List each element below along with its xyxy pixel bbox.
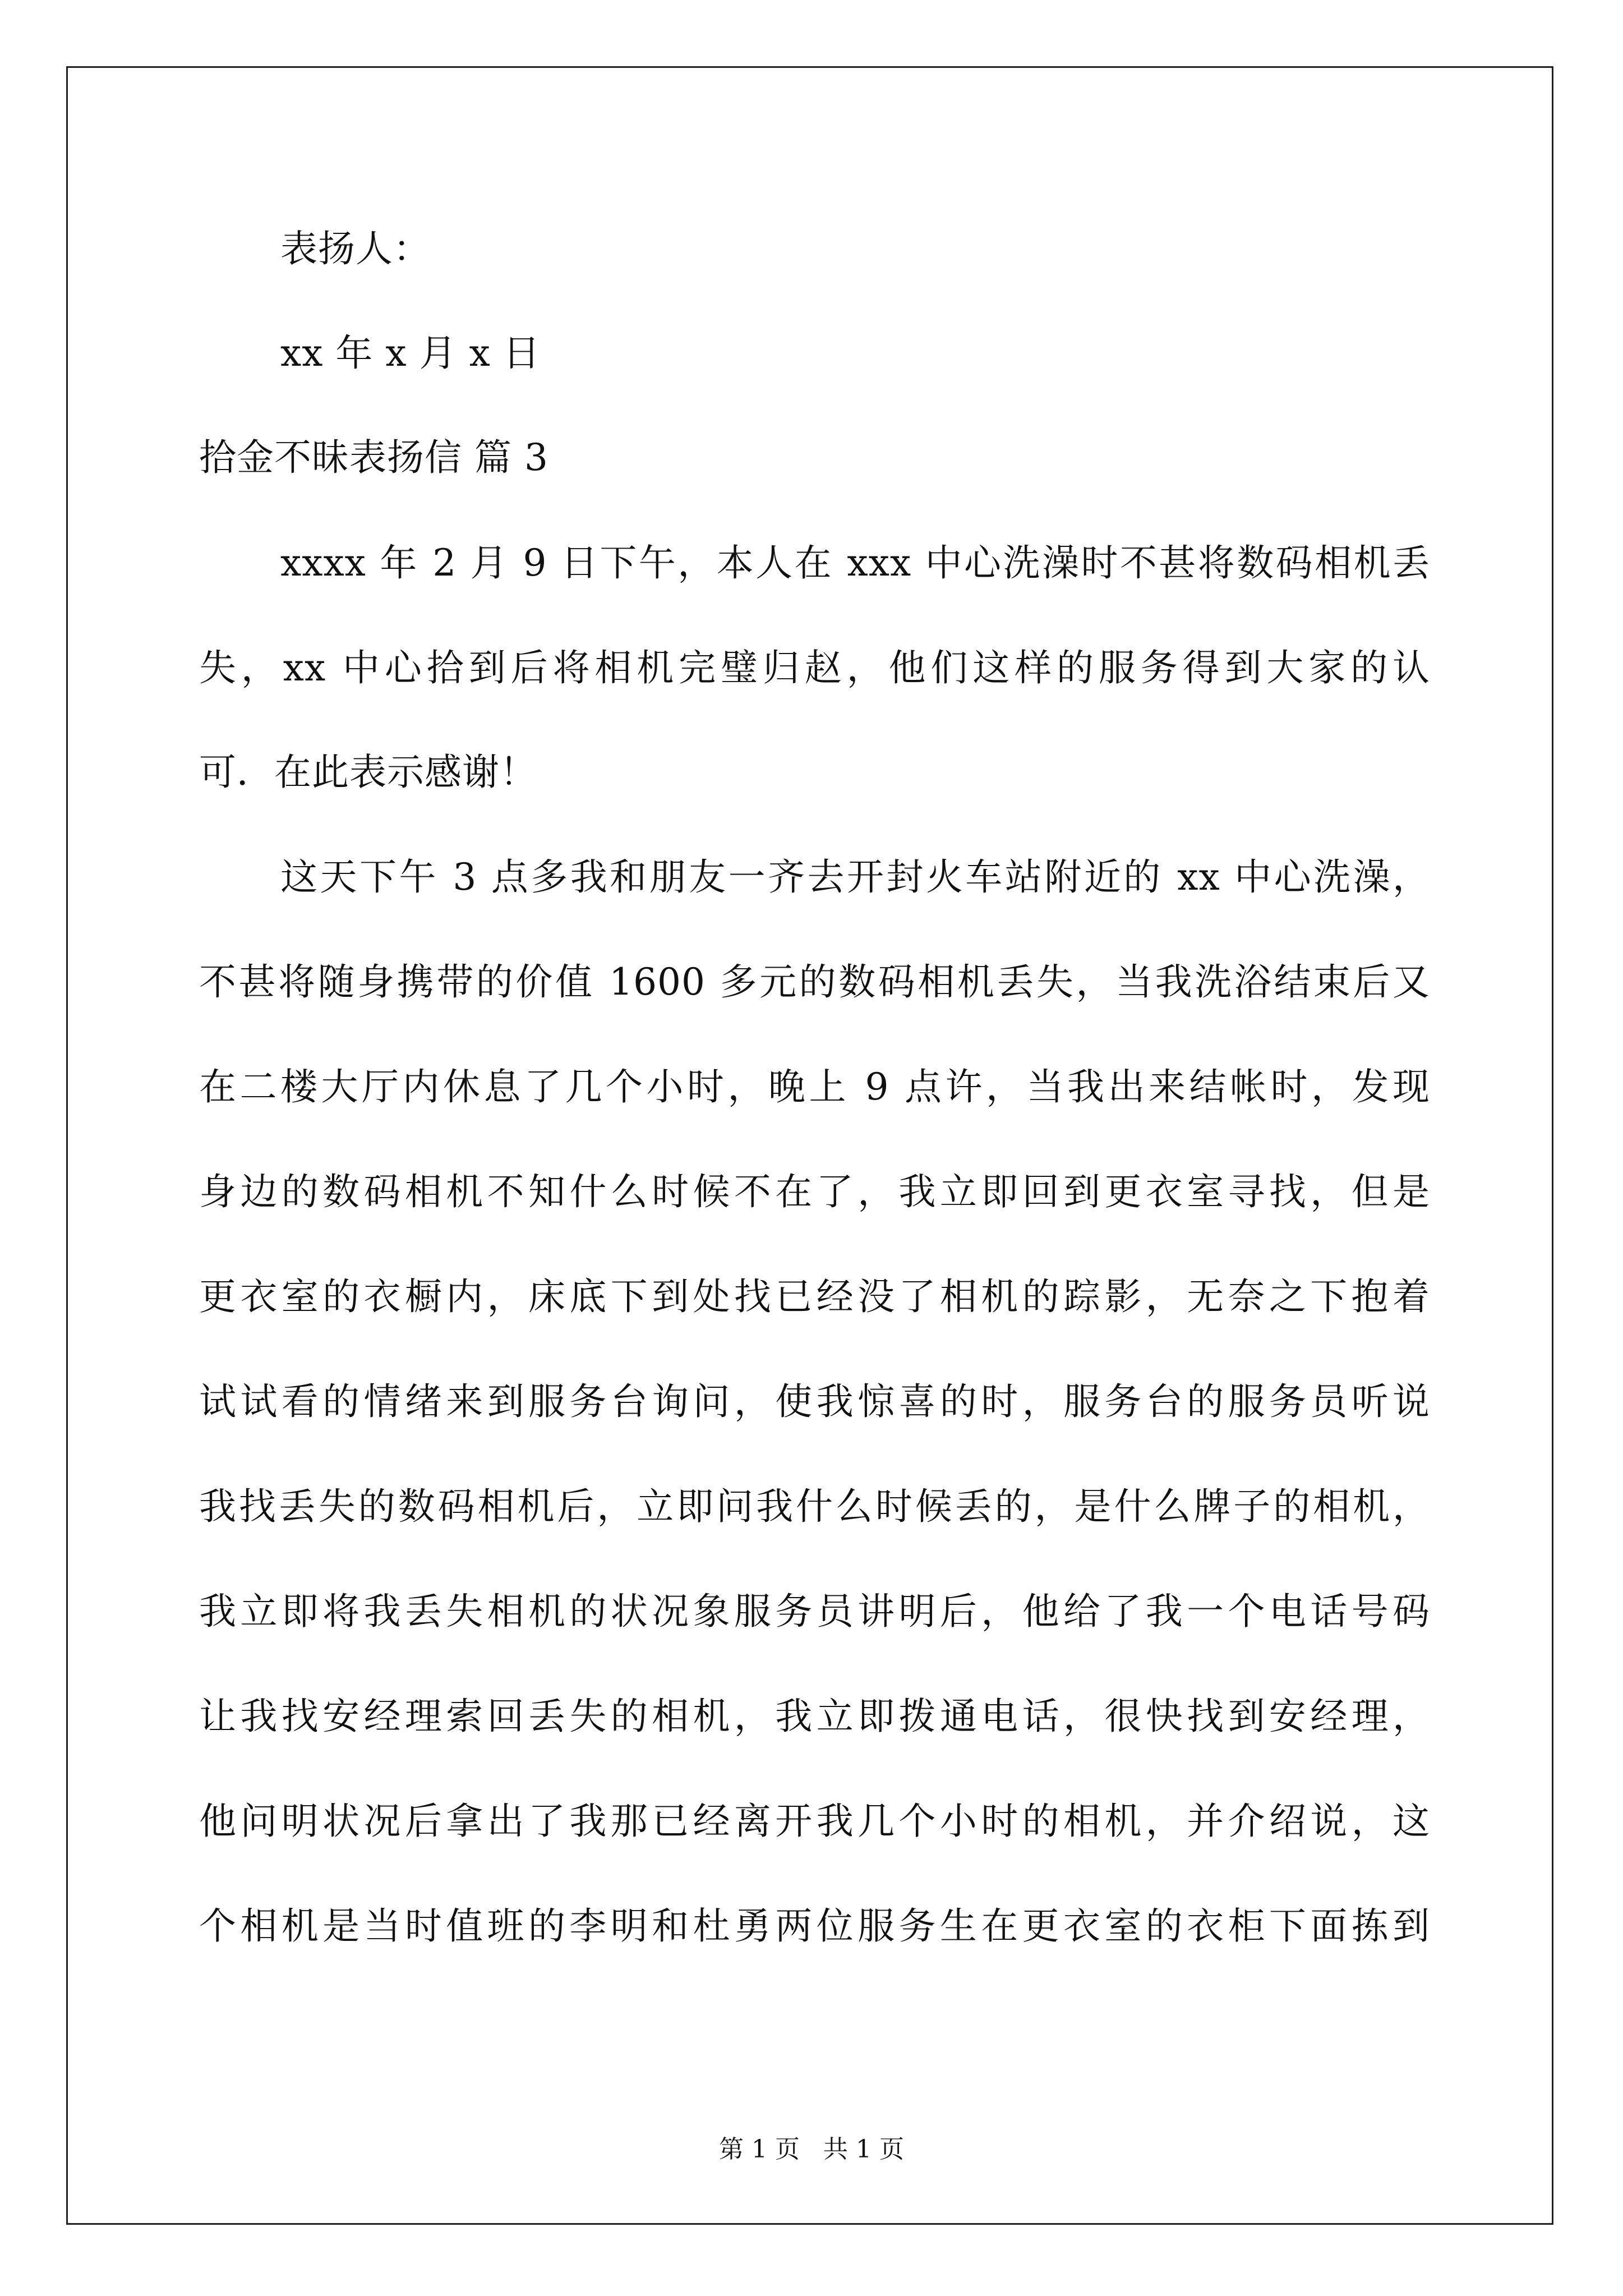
date-line: xx 年 x 月 x 日 — [280, 332, 541, 375]
paragraph-1-line-3: 可．在此表示感谢！ — [199, 751, 537, 794]
paragraph-2-line-7: 我找丢失的数码相机后，立即问我什么时候丢的，是什么牌子的相机， — [199, 1485, 1430, 1528]
paragraph-1-line-1: xxxx 年 2 月 9 日下午，本人在 xxx 中心洗澡时不甚将数码相机丢 — [280, 541, 1430, 585]
page-footer: 第 1 页 共 1 页 — [719, 2135, 904, 2164]
paragraph-2-line-1: 这天下午 3 点多我和朋友一齐去开封火车站附近的 xx 中心洗澡， — [280, 855, 1430, 899]
paragraph-2-line-3: 在二楼大厅内休息了几个小时，晚上 9 点许，当我出来结帐时，发现 — [199, 1065, 1430, 1108]
paragraph-2-line-4: 身边的数码相机不知什么时候不在了，我立即回到更衣室寻找，但是 — [199, 1170, 1430, 1213]
paragraph-2-line-2: 不甚将随身携带的价值 1600 多元的数码相机丢失，当我洗浴结束后又 — [199, 960, 1430, 1004]
section-heading: 拾金不昧表扬信 篇 3 — [199, 436, 548, 479]
paragraph-2-line-6: 试试看的情绪来到服务台询问，使我惊喜的时，服务台的服务员听说 — [199, 1380, 1430, 1423]
paragraph-2-line-9: 让我找安经理索回丢失的相机，我立即拨通电话，很快找到安经理， — [199, 1695, 1430, 1738]
paragraph-2-line-5: 更衣室的衣橱内，床底下到处找已经没了相机的踪影，无奈之下抱着 — [199, 1275, 1430, 1318]
paragraph-2-line-8: 我立即将我丢失相机的状况象服务员讲明后，他给了我一个电话号码 — [199, 1590, 1430, 1633]
paragraph-2-line-11: 个相机是当时值班的李明和杜勇两位服务生在更衣室的衣柜下面拣到 — [199, 1904, 1430, 1948]
praiser-signature-line: 表扬人： — [280, 227, 431, 270]
page-border — [66, 66, 1553, 2225]
paragraph-2-line-10: 他问明状况后拿出了我那已经离开我几个小时的相机，并介绍说，这 — [199, 1800, 1430, 1843]
paragraph-1-line-2: 失，xx 中心拾到后将相机完璧归赵，他们这样的服务得到大家的认 — [199, 646, 1430, 689]
